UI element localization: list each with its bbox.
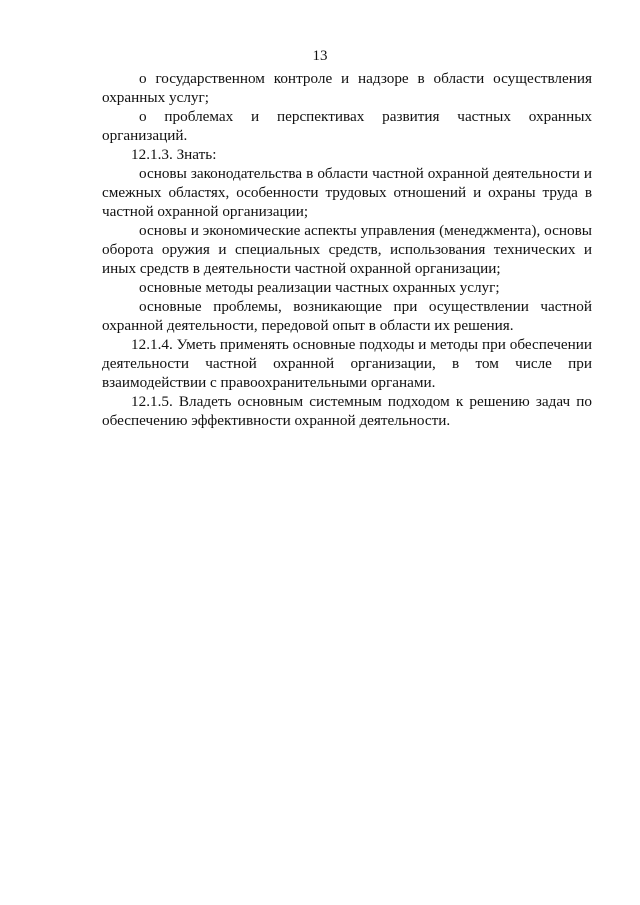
- paragraph-problems-perspectives: о проблемах и перспективах развития частных охранных организаций.: [102, 108, 592, 144]
- paragraph-know-heading: 12.1.3. Знать:: [131, 146, 217, 163]
- paragraph-legislation-basics: основы законодательства в области частной охранной деятельности и смежных областях, особенности трудовых отношений и охраны труда в частной охранной организации;: [102, 165, 592, 220]
- paragraph-master: 12.1.5. Владеть основным системным подходом к решению задач по обеспечению эффективности охранной деятельности.: [102, 393, 592, 429]
- paragraph-state-control: о государственном контроле и надзоре в области осуществления охранных услуг;: [102, 70, 592, 106]
- paragraph-main-problems: основные проблемы, возникающие при осуществлении частной охранной деятельности, передовой опыт в области их решения.: [102, 298, 592, 334]
- paragraph-service-methods: основные методы реализации частных охранных услуг;: [139, 279, 500, 296]
- paragraph-be-able: 12.1.4. Уметь применять основные подходы и методы при обеспечении деятельности частной охранной организации, в том числе при взаимодействии с правоохранительными органами.: [102, 336, 592, 391]
- paragraph-management-basics: основы и экономические аспекты управления (менеджмента), основы оборота оружия и специальных средств, использования технических и иных средств в деятельности частной охранной организации;: [102, 222, 592, 277]
- page-number: 13: [312, 48, 328, 64]
- document-body: [102, 69, 592, 430]
